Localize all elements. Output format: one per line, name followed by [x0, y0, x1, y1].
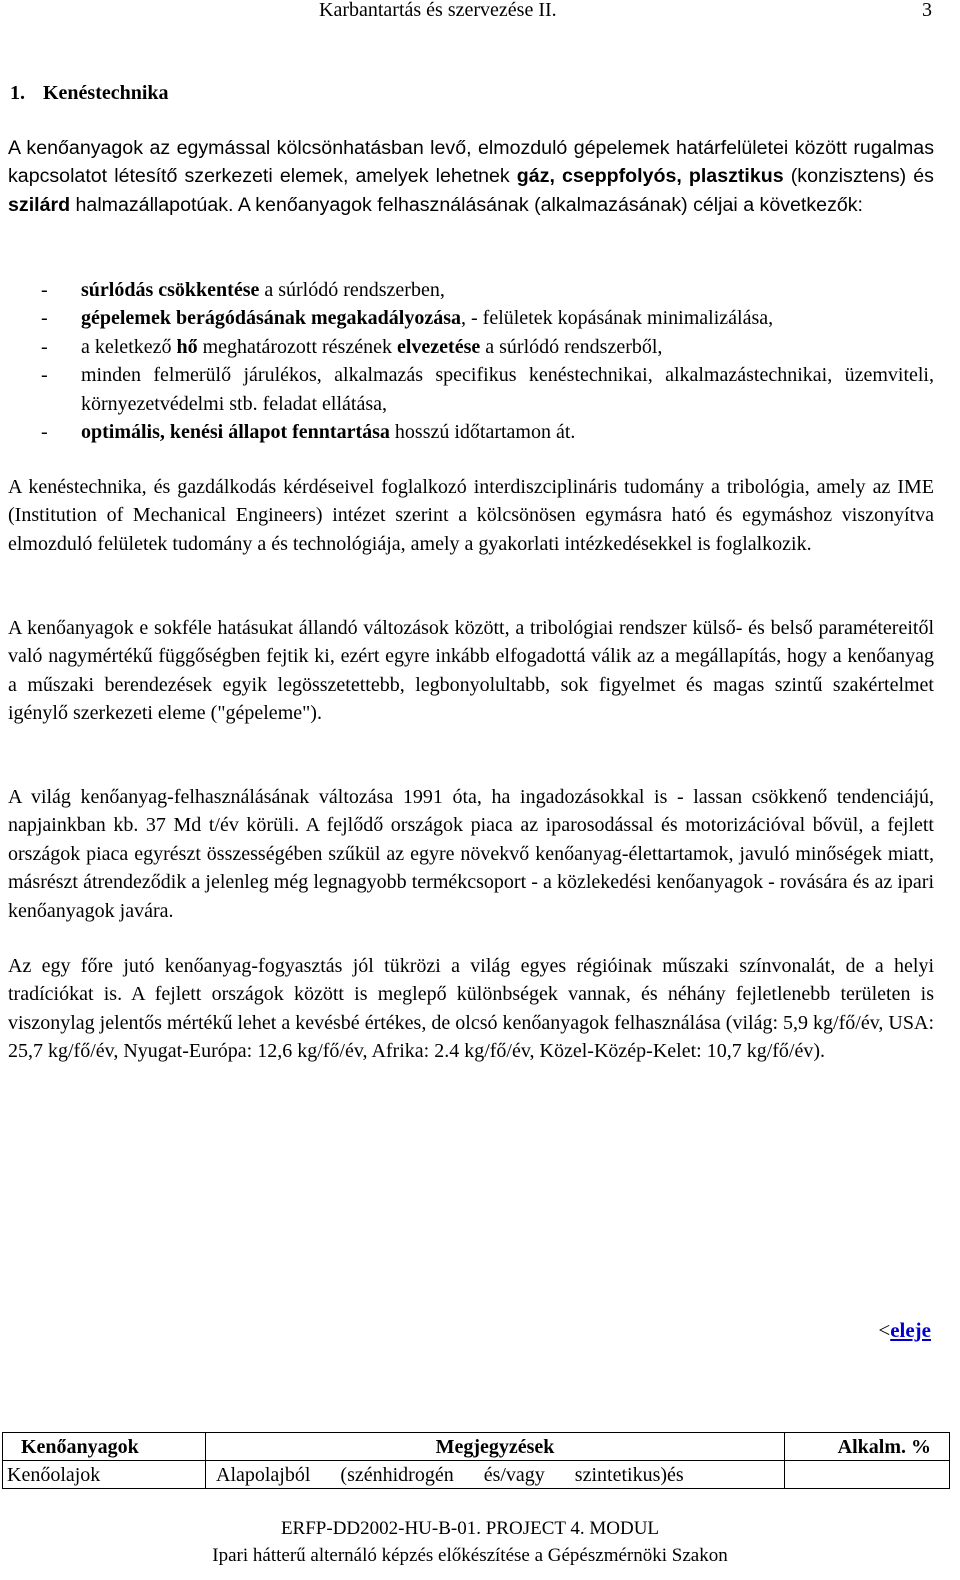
list-item: - a keletkező hő meghatározott részének elvezetése a súrlódó rendszerből, — [41, 335, 663, 358]
back-to-top-link[interactable]: eleje — [890, 1318, 931, 1342]
intro-text-3: halmazállapotúak. A kenőanyagok felhasználásának (alkalmazásának) céljai a következők: — [70, 193, 864, 216]
footer-line-1: ERFP-DD2002-HU-B-01. PROJECT 4. MODUL — [280, 1518, 660, 1539]
lubricant-effects-paragraph: A kenőanyagok e sokféle hatásukat állandó változások között, a tribológiai rendszer külső- és belső paramétereitől való nagymértékű függőségben fejtik ki, ezért egyre inkább elfogadottá válik az a megállapítás, hogy a kenőanyag a műszaki berendezések egyik legösszetettebb, legbonyolultabb, sok figyelmet és magas szintű szakértelmet igénylő szerkezeti eleme ("gépeleme"). — [8, 617, 934, 725]
intro-text-1: A kenőanyagok az egymással kölcsönhatásban levő, elmozduló gépelemek határfelületei között rugalmas kapcsolatot létesítő szerkezeti elemek, amelyek lehetnek — [8, 137, 934, 188]
list-item: - minden felmerülő járulékos, alkalmazás specifikus kenéstechnikai, alkalmazástechnikai, üzemviteli, környezetvédelmi stb. feladat ellátása, — [41, 364, 934, 415]
column-header: Megjegyzések — [206, 1433, 785, 1461]
column-header: Kenőanyagok — [3, 1433, 206, 1461]
header-title: Karbantartás és szervezése II. — [319, 0, 557, 21]
back-to-top — [878, 1316, 931, 1344]
column-header: Alkalm. % — [785, 1433, 950, 1461]
footer-line-2: Ipari hátterű alternáló képzés előkészítése a Gépészmérnöki Szakon — [212, 1545, 728, 1566]
goals-list — [8, 276, 934, 446]
world-consumption-paragraph: A világ kenőanyag-felhasználásának változása 1991 óta, ha ingadozásokkal is - lassan csökkenő tendenciájú, napjainkban kb. 37 Md t/év körüli. A fejlődő országok piaca az iparosodással és motorizációval bővül, a fejlett országok piaca egyrészt összességében szűkül az egyre növekvő kenőanyag-élettartamok, javuló minőségek miatt, másrészt átrendeződik a jelenleg még legnagyobb termékcsoport - a közlekedési kenőanyagok - rovására és az ipari kenőanyagok javára. — [8, 786, 934, 922]
list-item: - súrlódás csökkentése a súrlódó rendszerben, — [41, 279, 445, 301]
intro-paragraph — [8, 134, 934, 219]
list-item: - gépelemek berágódásának megakadályozása, - felületek kopásának minimalizálása, — [41, 307, 774, 330]
page-number: 3 — [922, 0, 932, 21]
table-cell — [785, 1461, 950, 1489]
back-to-top-prefix: < — [878, 1318, 891, 1342]
section-title — [10, 79, 169, 107]
section-heading: Kenéstechnika — [43, 82, 169, 104]
table-cell: Alapolajból (szénhidrogén és/vagy szintetikus)és — [206, 1461, 785, 1489]
lubricant-table — [2, 1432, 950, 1489]
intro-bold-states: gáz, cseppfolyós, plasztikus — [516, 165, 784, 188]
list-item: - optimális, kenési állapot fenntartása hosszú időtartamon át. — [41, 421, 576, 444]
tribology-paragraph: A kenéstechnika, és gazdálkodás kérdéseivel foglalkozó interdiszciplináris tudomány a tribológia, amely az IME (Institution of Mechanical Engineers) intézet szerint a kölcsönösen egymásra ható és egymáshoz viszonyítva elmozduló felületek tudomány a és technológiája, amely a gyakorlati intézkedésekkel is foglalkozik. — [8, 476, 934, 555]
intro-text-2: (konzisztens) és — [783, 165, 934, 188]
section-number: 1. — [10, 82, 25, 104]
per-capita-paragraph: Az egy főre jutó kenőanyag-fogyasztás jól tükrözi a világ egyes régióinak műszaki színvonalát, de a helyi tradíciókat is. A fejlett országok között is meglepő különbségek vannak, és néhány fejletlenebb területen is viszonylag jelentős mértékű lehet a kevésbé értékes, de olcsó kenőanyagok felhasználása (világ: 5,9 kg/fő/év, USA: 25,7 kg/fő/év, Nyugat-Európa: 12,6 kg/fő/év, Afrika: 2.4 kg/fő/év, Közel-Közép-Kelet: 10,7 kg/fő/év). — [8, 955, 934, 1063]
table-row — [3, 1461, 950, 1489]
table-header-row — [3, 1433, 950, 1461]
page-header — [0, 0, 960, 24]
intro-bold-solid: szilárd — [8, 193, 71, 216]
table-cell: Kenőolajok — [3, 1461, 206, 1489]
